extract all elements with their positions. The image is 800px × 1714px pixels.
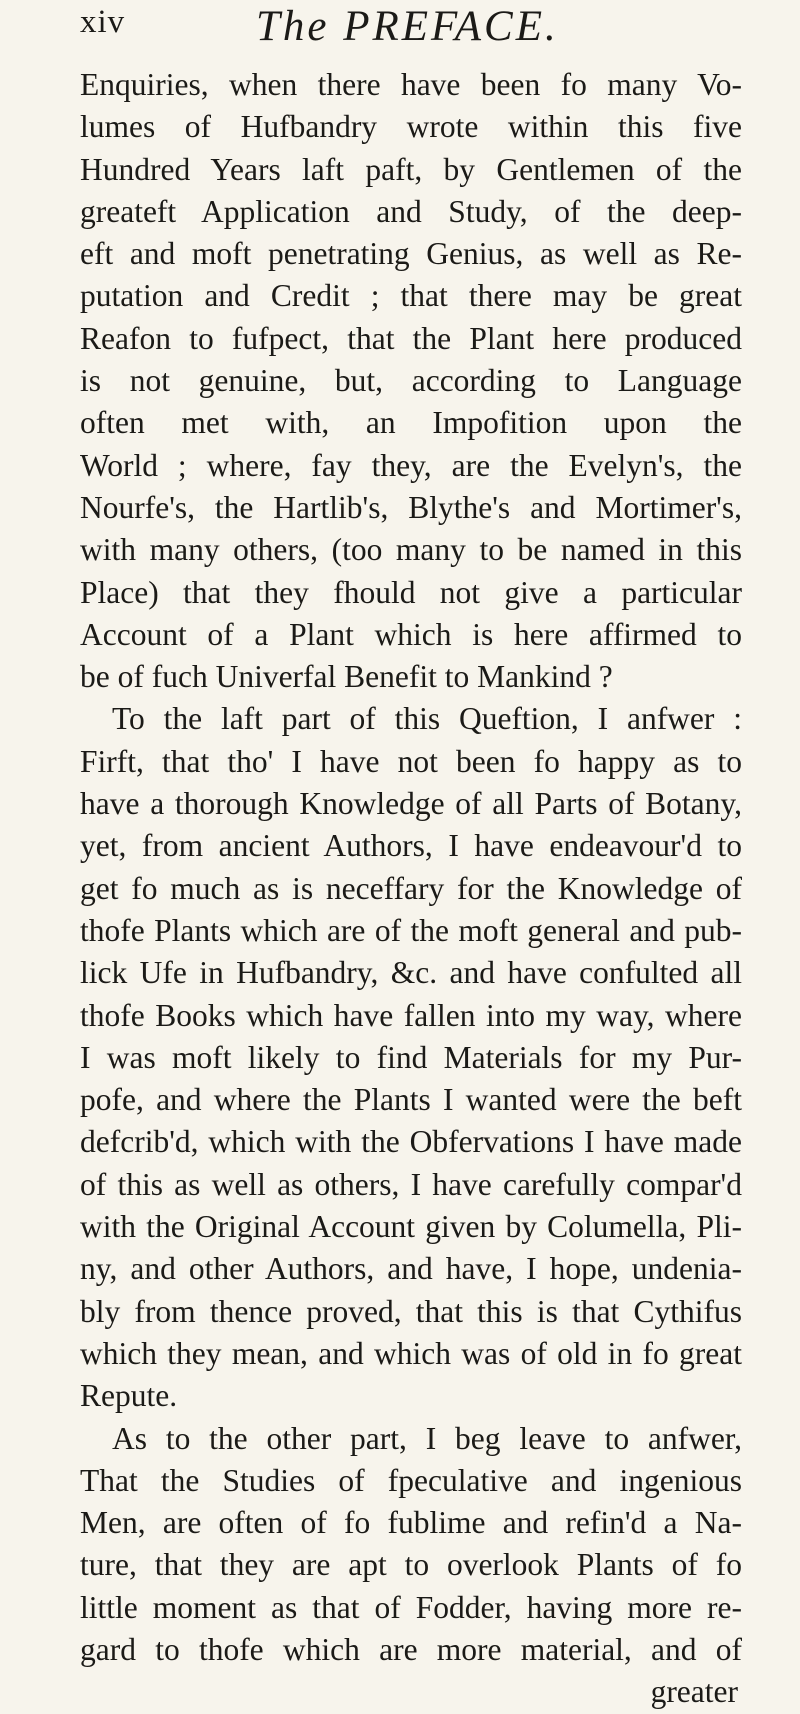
text-line: with the Original Account given by Columella, Pli-	[80, 1209, 742, 1245]
text-line: which they mean, and which was of old in fo great	[80, 1335, 742, 1371]
catchword: greater	[650, 1674, 738, 1710]
text-line: That the Studies of fpeculative and ingenious	[80, 1462, 742, 1498]
text-line: have a thorough Knowledge of all Parts of Botany,	[80, 786, 742, 822]
running-head: The PREFACE.	[256, 3, 559, 50]
text-line: often met with, an Impofition upon the	[80, 405, 742, 441]
text-line: World ; where, fay they, are the Evelyn's, the	[80, 447, 742, 483]
text-line: lick Ufe in Hufbandry, &c. and have confulted all	[80, 955, 742, 991]
text-line: bly from thence proved, that this is that Cythifus	[80, 1293, 742, 1329]
text-line: eft and moft penetrating Genius, as well as Re-	[80, 236, 742, 272]
text-line: Hundred Years laft paft, by Gentlemen of the	[80, 151, 742, 187]
text-line: ture, that they are apt to overlook Plants of fo	[80, 1547, 742, 1583]
text-line: lumes of Hufbandry wrote within this five	[80, 109, 742, 145]
text-line: yet, from ancient Authors, I have endeavour'd to	[80, 828, 742, 864]
text-line: To the laft part of this Queftion, I anfwer :	[112, 701, 742, 737]
text-line: of this as well as others, I have carefully compar'd	[80, 1166, 742, 1202]
text-line: pofe, and where the Plants I wanted were the beft	[80, 1082, 742, 1118]
text-line: gard to thofe which are more material, and of	[80, 1631, 742, 1667]
text-line: putation and Credit ; that there may be great	[80, 278, 742, 314]
body-text	[80, 64, 742, 1714]
text-line: As to the other part, I beg leave to anfwer,	[112, 1420, 742, 1456]
text-line: is not genuine, but, according to Language	[80, 363, 742, 399]
text-line: Place) that they fhould not give a particular	[80, 574, 742, 610]
text-line: Enquiries, when there have been fo many Vo-	[80, 67, 742, 102]
text-line: Repute.	[80, 1378, 178, 1414]
text-line: defcrib'd, which with the Obfervations I have made	[80, 1124, 742, 1160]
page-number: xiv	[80, 4, 126, 40]
text-line: get fo much as is neceffary for the Knowledge of	[80, 870, 742, 906]
text-line: Nourfe's, the Hartlib's, Blythe's and Mortimer's,	[80, 489, 742, 525]
text-line: with many others, (too many to be named in this	[80, 532, 742, 568]
text-line: be of fuch Univerfal Benefit to Mankind ?	[80, 659, 613, 695]
text-line: greateft Application and Study, of the deep-	[80, 193, 742, 229]
text-line: thofe Books which have fallen into my way, where	[80, 997, 742, 1033]
text-line: Firft, that tho' I have not been fo happy as to	[80, 743, 742, 779]
text-line: Men, are often of fo fublime and refin'd a Na-	[80, 1505, 742, 1541]
text-line: thofe Plants which are of the moft general and pub-	[80, 912, 742, 948]
text-line: Account of a Plant which is here affirmed to	[80, 616, 742, 652]
text-line: Reafon to fufpect, that the Plant here produced	[80, 320, 742, 356]
text-line: ny, and other Authors, and have, I hope, undenia-	[80, 1251, 742, 1287]
text-line: little moment as that of Fodder, having more re-	[80, 1589, 742, 1625]
text-line: I was moft likely to find Materials for my Pur-	[80, 1039, 742, 1075]
